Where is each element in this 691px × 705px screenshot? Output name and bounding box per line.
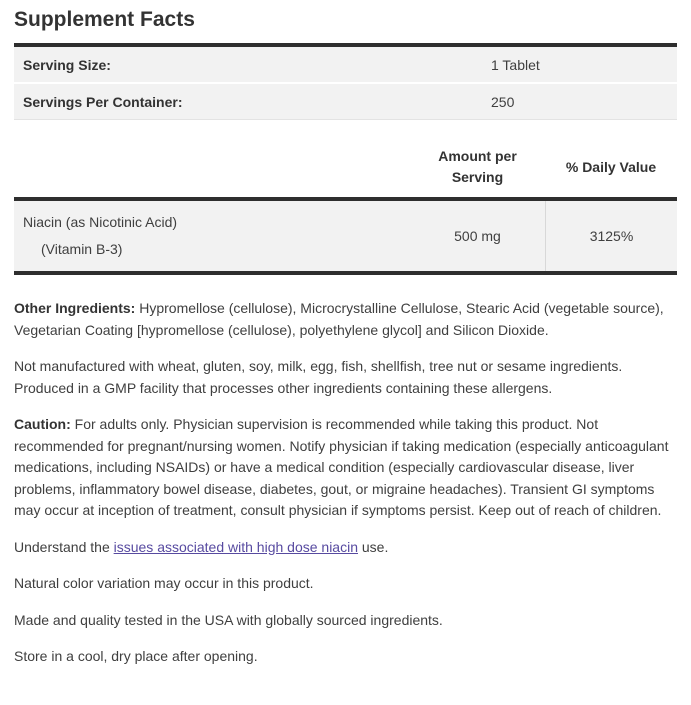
serving-info-table (14, 43, 677, 120)
serving-size-value: 1 Tablet (491, 56, 540, 73)
nutrient-table-header (14, 146, 677, 197)
other-ingredients-label: Other Ingredients: (14, 300, 136, 316)
caution-paragraph (14, 414, 677, 522)
niacin-issues-prefix: Understand the (14, 538, 114, 555)
nutrient-table-body (14, 197, 677, 275)
high-dose-niacin-link[interactable]: issues associated with high dose niacin (113, 538, 358, 555)
amount-per-serving-header: Amount per Serving (438, 148, 517, 185)
niacin-issues-paragraph (14, 537, 677, 559)
nutrient-name-line2: (Vitamin B-3) (41, 241, 123, 257)
serving-size-row (14, 47, 677, 82)
servings-per-container-value: 250 (491, 93, 515, 110)
caution-text: For adults only. Physician supervision is recommended while taking this product. Not recommended for pregnant/nursing women. Notify physician if taking medication (especially anticoagulant medications, including NSAIDs) or have a medical condition (especially cardiovascular disease, liver problems, inflammatory bowel disease, diabetes, gout, or migraine headaches). Transient GI symptoms may occur at inception of treatment, consult physician if symptoms persist. Keep out of reach of children. (14, 416, 669, 518)
storage-note: Store in a cool, dry place after opening. (14, 648, 258, 664)
nutrient-table (14, 146, 677, 275)
other-ingredients-paragraph (14, 298, 677, 341)
daily-value-header: % Daily Value (565, 158, 657, 175)
natural-color-note: Natural color variation may occur in this product. (14, 575, 314, 591)
niacin-row (14, 201, 677, 271)
nutrient-amount-value: 500 mg (454, 228, 501, 244)
other-ingredients-text: Hypromellose (cellulose), Microcrystalline Cellulose, Stearic Acid (vegetable source), Vegetarian Coating [hypromellose (cellulose), polyethylene glycol] and Silicon Dioxide. (14, 300, 664, 338)
caution-label: Caution: (14, 416, 71, 432)
nutrient-daily-value: 3125% (545, 201, 677, 271)
nutrient-name-line1: Niacin (as Nicotinic Acid) (23, 214, 178, 230)
made-in-note: Made and quality tested in the USA with globally sourced ingredients. (14, 611, 443, 628)
allergen-statement: Not manufactured with wheat, gluten, soy, milk, egg, fish, shellfish, tree nut or sesame ingredients. Produced in a GMP facility that processes other ingredients containing these allergens. (14, 358, 623, 396)
servings-per-container-label: Servings Per Container: (23, 93, 183, 110)
niacin-issues-suffix: use. (358, 538, 389, 555)
servings-per-container-row (14, 82, 677, 119)
page-title: Supplement Facts (14, 8, 195, 31)
serving-size-label: Serving Size: (23, 56, 111, 73)
nutrient-name-cell (14, 201, 410, 271)
